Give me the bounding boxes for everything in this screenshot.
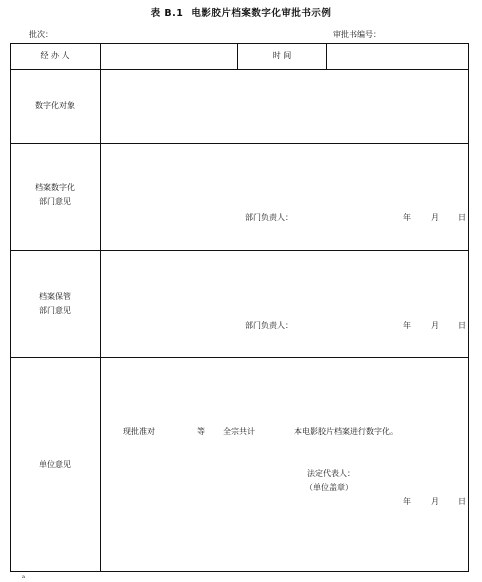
label-column-divider (100, 43, 101, 572)
document-title (0, 5, 482, 19)
digitization-object-label: 数字化对象 (35, 101, 75, 110)
unit-opinion-day: 日 (458, 497, 466, 506)
approve-total: 全宗共计 (223, 427, 255, 436)
digitization-dept-day: 日 (458, 213, 466, 222)
row-divider (10, 250, 469, 251)
header-column-divider (326, 43, 327, 70)
storage-dept-month: 月 (431, 321, 439, 330)
legal-representative-label: 法定代表人： (307, 469, 355, 478)
digitization-dept-label-line2: 部门意见 (39, 197, 71, 206)
table-title: 电影胶片档案数字化审批书示例 (191, 8, 332, 19)
unit-opinion-month: 月 (431, 497, 439, 506)
row-divider (10, 357, 469, 358)
digitization-dept-month: 月 (431, 213, 439, 222)
handler-label: 经 办 人 (40, 51, 70, 60)
digitization-dept-label (10, 181, 100, 209)
table-number: 表 B.1 (150, 8, 184, 19)
storage-dept-day: 日 (458, 321, 466, 330)
digitization-dept-label-line1: 档案数字化 (35, 183, 75, 192)
approve-prefix: 现批准对 (123, 427, 155, 436)
footnote-marker: a (22, 574, 25, 580)
unit-opinion-year: 年 (403, 497, 411, 506)
approve-deng: 等 (197, 427, 205, 436)
storage-dept-label-line2: 部门意见 (39, 306, 71, 315)
row-divider (10, 143, 469, 144)
storage-dept-year: 年 (403, 321, 411, 330)
batch-label: 批次： (29, 30, 53, 39)
row-divider (10, 69, 469, 70)
storage-dept-responsible: 部门负责人： (245, 321, 293, 330)
approval-number-label: 审批书编号： (333, 30, 381, 39)
storage-dept-label-line1: 档案保管 (39, 292, 71, 301)
storage-dept-label (10, 290, 100, 318)
approve-suffix: 本电影胶片档案进行数字化。 (294, 427, 398, 436)
digitization-dept-responsible: 部门负责人： (245, 213, 293, 222)
digitization-dept-year: 年 (403, 213, 411, 222)
unit-seal-label: （单位盖章） (305, 483, 353, 492)
time-label: 时 间 (272, 51, 292, 60)
unit-opinion-label: 单位意见 (39, 460, 71, 469)
